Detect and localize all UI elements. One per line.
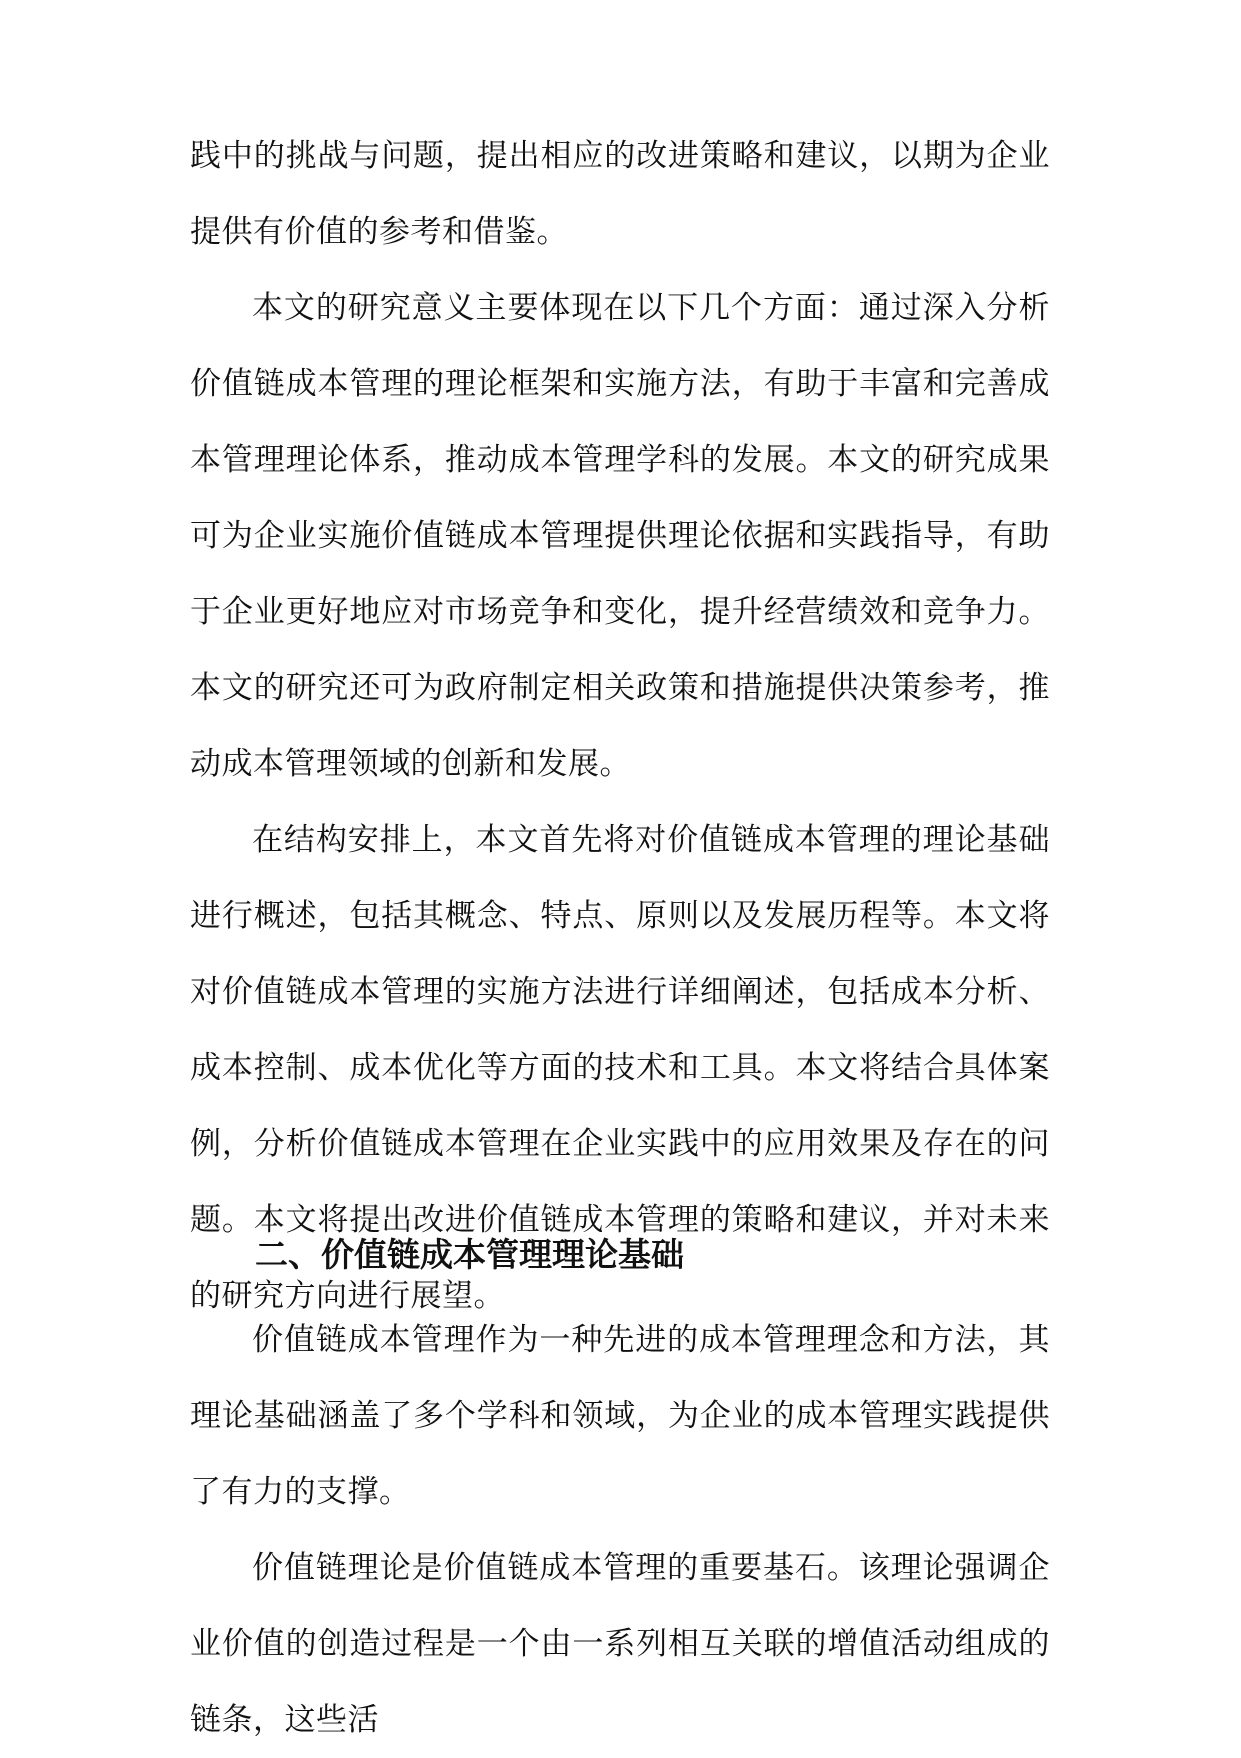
body-text-before-heading: [190, 118, 1050, 1334]
section-heading: 二、价值链成本管理理论基础: [255, 1235, 684, 1274]
paragraph-continued: 践中的挑战与问题，提出相应的改进策略和建议，以期为企业提供有价值的参考和借鉴。: [190, 138, 1050, 250]
paragraph-value-chain-theory: 价值链理论是价值链成本管理的重要基石。该理论强调企业价值的创造过程是一个由一系列相互关联的增值活动组成的链条，这些活: [190, 1550, 1050, 1738]
paragraph-research-significance: 本文的研究意义主要体现在以下几个方面：通过深入分析价值链成本管理的理论框架和实施方法，有助于丰富和完善成本管理理论体系，推动成本管理学科的发展。本文的研究成果可为企业实施价值链成本管理提供理论依据和实践指导，有助于企业更好地应对市场竞争和变化，提升经营绩效和竞争力。本文的研究还可为政府制定相关政策和措施提供决策参考，推动成本管理领域的创新和发展。: [190, 290, 1050, 782]
paragraph-theory-overview: 价值链成本管理作为一种先进的成本管理理念和方法，其理论基础涵盖了多个学科和领域，为企业的成本管理实践提供了有力的支撑。: [190, 1322, 1050, 1510]
body-text-after-heading: [190, 1302, 1050, 1758]
paragraph-structure-arrangement: 在结构安排上，本文首先将对价值链成本管理的理论基础进行概述，包括其概念、特点、原则以及发展历程等。本文将对价值链成本管理的实施方法进行详细阐述，包括成本分析、成本控制、成本优化等方面的技术和工具。本文将结合具体案例，分析价值链成本管理在企业实践中的应用效果及存在的问题。本文将提出改进价值链成本管理的策略和建议，并对未来的研究方向进行展望。: [190, 822, 1050, 1314]
